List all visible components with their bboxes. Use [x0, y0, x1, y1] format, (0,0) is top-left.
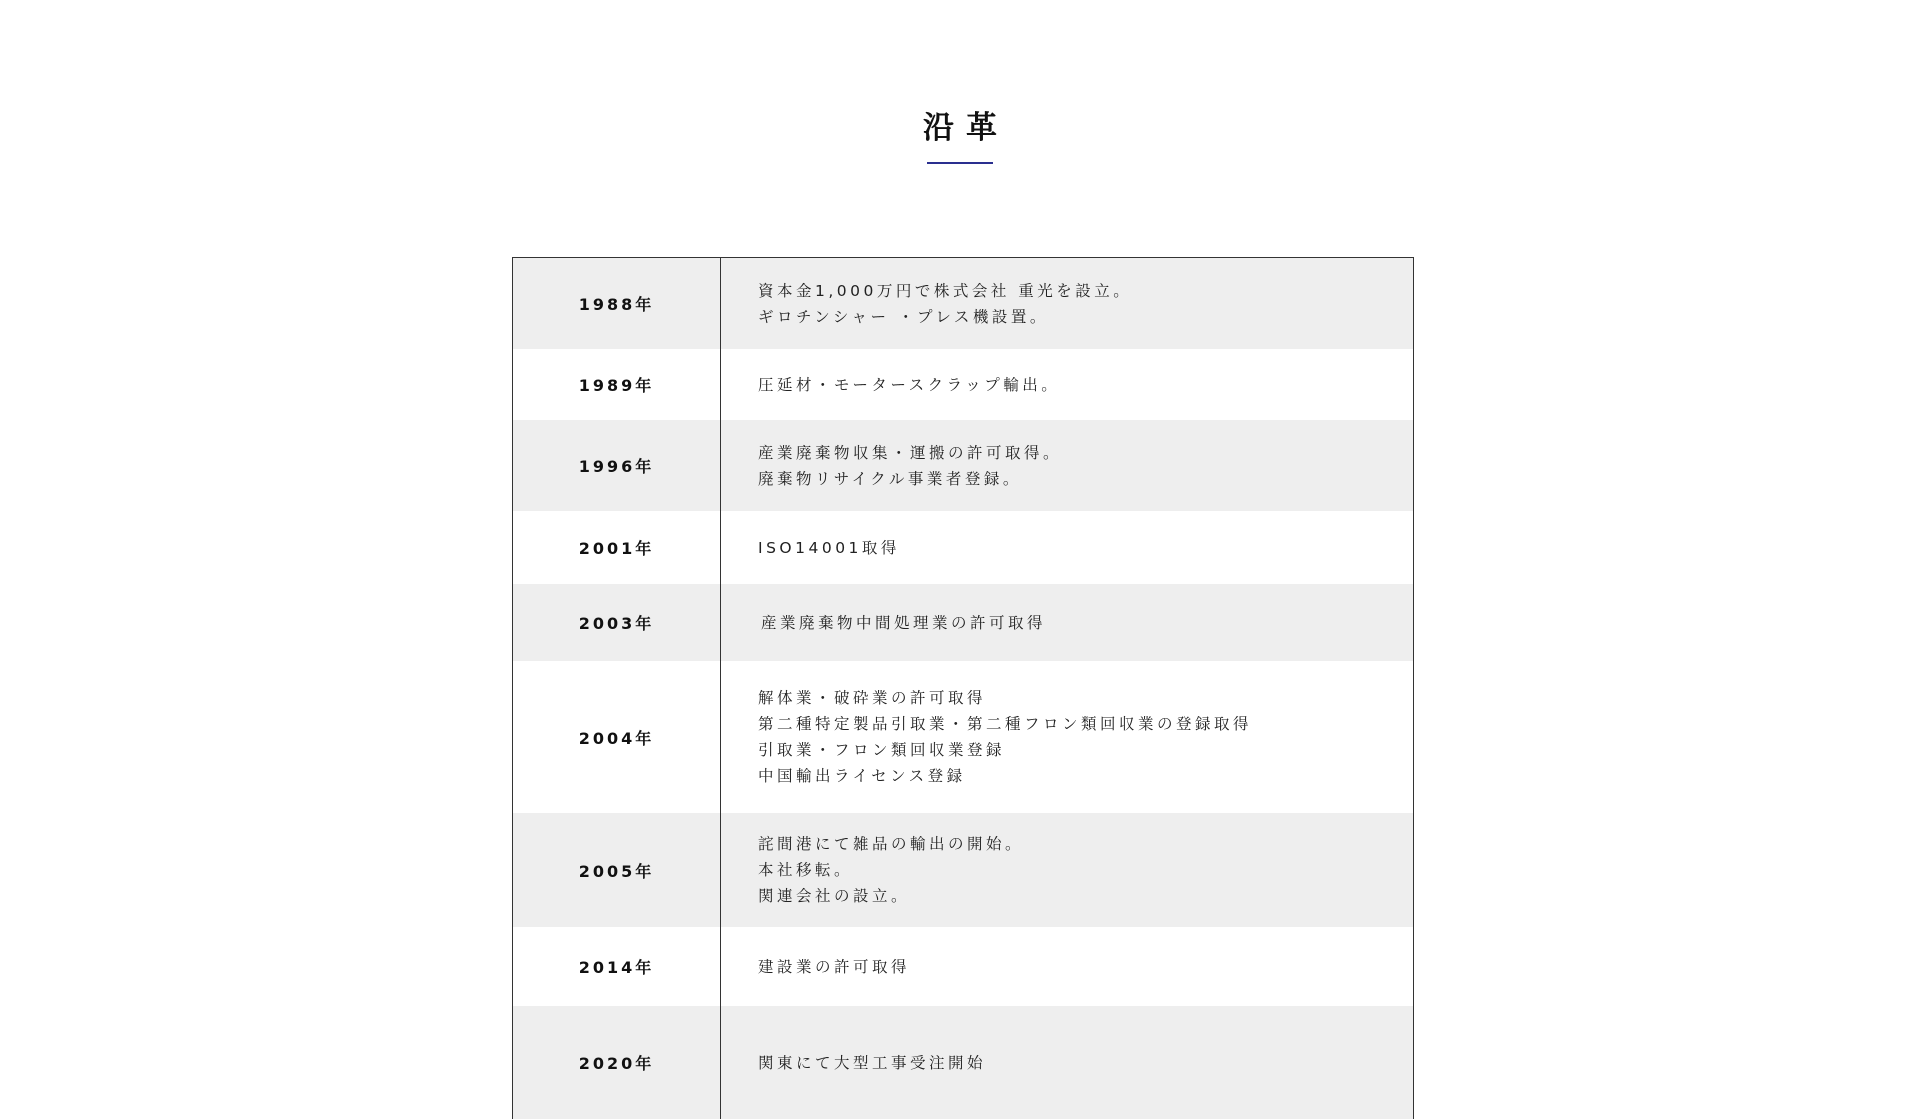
history-row-2014 — [513, 927, 1413, 1006]
event-line: 詫間港にて雑品の輸出の開始。 — [758, 835, 1025, 853]
year-cell: 2003年 — [513, 584, 721, 661]
event-line: 産業廃棄物収集・運搬の許可取得。 — [758, 443, 1063, 462]
year-cell: 2020年 — [513, 1006, 721, 1119]
event-line: 関連会社の設立。 — [758, 887, 911, 905]
event-line: 第二種特定製品引取業・第二種フロン類回収業の登録取得 — [758, 715, 1253, 733]
history-row-1989 — [513, 349, 1413, 420]
event-cell — [721, 927, 1413, 1006]
event-line: 圧延材・モータースクラップ輸出。 — [758, 375, 1061, 394]
page-title: 沿革 — [923, 110, 1009, 146]
event-cell — [721, 258, 1413, 349]
event-line: ISO14001取得 — [758, 538, 900, 557]
history-table — [512, 257, 1414, 1119]
event-line: 建設業の許可取得 — [758, 957, 911, 976]
title-underline — [927, 162, 993, 164]
event-cell — [721, 349, 1413, 420]
year-cell: 1989年 — [513, 349, 721, 420]
event-line: 中国輸出ライセンス登録 — [758, 767, 966, 785]
event-line: 解体業・破砕業の許可取得 — [758, 689, 987, 707]
year-cell: 1988年 — [513, 258, 721, 349]
event-line: 関東にて大型工事受注開始 — [758, 1053, 987, 1072]
event-line: 廃棄物リサイクル事業者登録。 — [758, 469, 1022, 488]
event-cell — [721, 511, 1413, 584]
year-cell: 2001年 — [513, 511, 721, 584]
event-cell — [721, 661, 1413, 813]
year-cell: 2014年 — [513, 927, 721, 1006]
event-cell — [721, 813, 1413, 927]
history-row-1996 — [513, 420, 1413, 511]
year-cell: 1996年 — [513, 420, 721, 511]
year-cell: 2005年 — [513, 813, 721, 927]
page-header — [0, 106, 1920, 150]
event-cell — [721, 584, 1413, 661]
history-row-2001 — [513, 511, 1413, 584]
event-line: 産業廃棄物中間処理業の許可取得 — [761, 613, 1047, 632]
event-line: ギロチンシャー ・プレス機設置。 — [758, 307, 1049, 326]
event-line: 引取業・フロン類回収業登録 — [758, 741, 1006, 759]
history-row-2004 — [513, 661, 1413, 813]
history-row-2003 — [513, 584, 1413, 661]
history-row-1988 — [513, 258, 1413, 349]
event-line: 本社移転。 — [758, 861, 854, 879]
history-row-2005 — [513, 813, 1413, 927]
history-row-2020 — [513, 1006, 1413, 1119]
year-cell: 2004年 — [513, 661, 721, 813]
event-cell — [721, 420, 1413, 511]
event-cell — [721, 1006, 1413, 1119]
event-line: 資本金1,000万円で株式会社 重光を設立。 — [758, 281, 1133, 300]
